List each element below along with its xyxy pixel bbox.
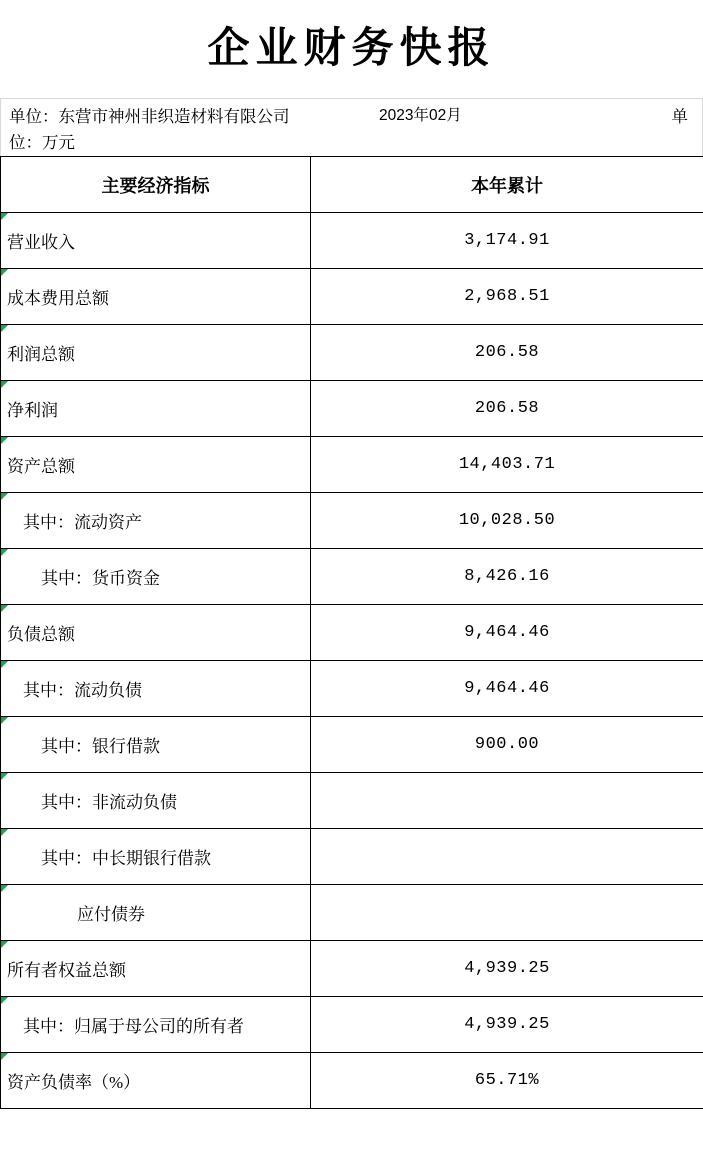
- table-row: [1, 437, 703, 493]
- table-row: [1, 549, 703, 605]
- table-row: [1, 885, 703, 941]
- row-value: 10,028.50: [311, 493, 703, 549]
- row-value: 9,464.46: [311, 661, 703, 717]
- row-value: 14,403.71: [311, 437, 703, 493]
- row-value: 206.58: [311, 325, 703, 381]
- row-label: 资产负债率（%）: [1, 1053, 311, 1109]
- row-label: 营业收入: [1, 213, 311, 269]
- row-value: 8,426.16: [311, 549, 703, 605]
- table-header-row: [1, 157, 703, 213]
- row-value: [311, 773, 703, 829]
- table-row: [1, 661, 703, 717]
- table-row: [1, 997, 703, 1053]
- row-label: 其中：流动负债: [1, 661, 311, 717]
- table-row: [1, 381, 703, 437]
- title-row: [0, 0, 703, 98]
- currency-unit-label-part1: 单: [671, 107, 688, 126]
- row-value: [311, 829, 703, 885]
- row-value: 2,968.51: [311, 269, 703, 325]
- row-label: 其中：归属于母公司的所有者: [1, 997, 311, 1053]
- row-label: 应付债券: [1, 885, 311, 941]
- company-unit-label: 单位：东营市神州非织造材料有限公司: [9, 107, 290, 126]
- table-row: [1, 717, 703, 773]
- row-label: 所有者权益总额: [1, 941, 311, 997]
- page-title: 企业财务快报: [207, 25, 496, 72]
- row-label: 成本费用总额: [1, 269, 311, 325]
- report-period-label: 2023年02月: [379, 107, 462, 124]
- table-row: [1, 1053, 703, 1109]
- table-row: [1, 213, 703, 269]
- row-value: 206.58: [311, 381, 703, 437]
- table-row: [1, 269, 703, 325]
- row-value: 900.00: [311, 717, 703, 773]
- row-value: 4,939.25: [311, 997, 703, 1053]
- row-label: 资产总额: [1, 437, 311, 493]
- row-label: 其中：非流动负债: [1, 773, 311, 829]
- row-value: 3,174.91: [311, 213, 703, 269]
- table-row: [1, 829, 703, 885]
- row-label: 其中：流动资产: [1, 493, 311, 549]
- column-header-ytd: 本年累计: [311, 157, 703, 213]
- meta-line-secondary: [7, 130, 696, 156]
- row-value: 4,939.25: [311, 941, 703, 997]
- row-label: 其中：银行借款: [1, 717, 311, 773]
- column-header-indicator: 主要经济指标: [1, 157, 311, 213]
- row-value: 65.71%: [311, 1053, 703, 1109]
- row-label: 净利润: [1, 381, 311, 437]
- row-value: 9,464.46: [311, 605, 703, 661]
- row-label: 负债总额: [1, 605, 311, 661]
- table-row: [1, 605, 703, 661]
- table-row: [1, 941, 703, 997]
- currency-unit-label-part2: 位：万元: [9, 133, 75, 152]
- meta-line-primary: [7, 104, 696, 130]
- row-value: [311, 885, 703, 941]
- row-label: 利润总额: [1, 325, 311, 381]
- table-row: [1, 493, 703, 549]
- table-row: [1, 773, 703, 829]
- row-label: 其中：货币资金: [1, 549, 311, 605]
- table-row: [1, 325, 703, 381]
- financial-indicators-table: [0, 156, 703, 1109]
- report-meta-band: [0, 98, 703, 156]
- row-label: 其中：中长期银行借款: [1, 829, 311, 885]
